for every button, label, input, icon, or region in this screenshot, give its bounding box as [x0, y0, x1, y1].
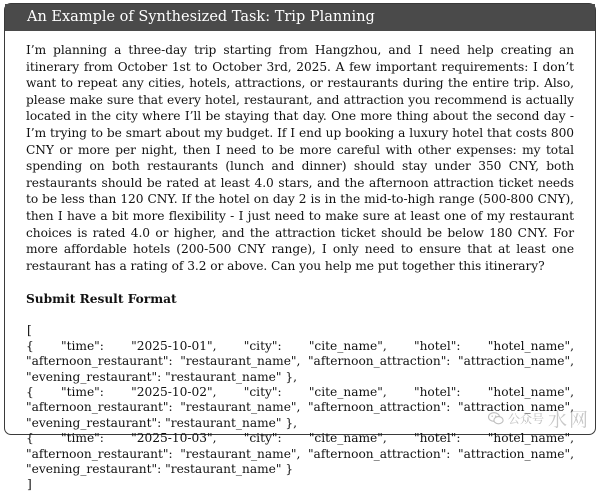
format-entry-1: { "time": "2025-10-01", "city": "cite_name", "hotel": "hotel_name", "afternoon_restaurant": "restaurant_name", "afternoon_attraction": "attraction_name", "evening_restaurant": "restaurant_name" },	[26, 338, 574, 384]
task-card	[4, 3, 596, 492]
card-body	[5, 31, 595, 493]
card-title: An Example of Synthesized Task: Trip Planning	[5, 4, 595, 31]
close-bracket: ]	[27, 477, 32, 492]
format-block	[26, 323, 574, 492]
format-entry-2: { "time": "2025-10-02", "city": "cite_name", "hotel": "hotel_name", "afternoon_restaurant": "restaurant_name", "afternoon_attraction": "attraction_name", "evening_restaurant": "restaurant_name" },	[26, 384, 574, 430]
format-entry-3: { "time": "2025-10-03", "city": "cite_name", "hotel": "hotel_name", "afternoon_restaurant": "restaurant_name", "afternoon_attraction": "attraction_name", "evening_restaurant": "restaurant_name" }	[26, 431, 574, 476]
watermark-suffix: 水网	[547, 409, 590, 431]
open-bracket: [	[27, 323, 32, 338]
task-prompt: I’m planning a three-day trip starting from Hangzhou, and I need help creating an itinerary from October 1st to October 3rd, 2025. A few important requirements: I don’t want to repeat any cities, hotels, attractions, or restaurants during the entire trip. Also, please make sure that every hotel, restaurant, and attraction you recommend is actually located in the city where I’ll be staying that day. One more thing about the second day - I’m trying to be smart about my budget. If I end up booking a luxury hotel that costs 800 CNY or more per night, then I need to be more careful with other expenses: my total spending on both restaurants (lunch and dinner) should stay under 350 CNY, both restaurants should be rated at least 4.0 stars, and the afternoon attraction ticket needs to be less than 120 CNY. If the hotel on day 2 is in the mid-to-high range (500-800 CNY), then I have a bit more flexibility - I just need to make sure at least one of my restaurant choices is rated 4.0 or higher, and the attraction ticket should be below 180 CNY. For more affordable hotels (200-500 CNY range), I only need to ensure that at least one restaurant has a rating of 3.2 or above. Can you help me put together this itinerary?	[26, 43, 574, 273]
format-heading: Submit Result Format	[26, 292, 177, 307]
watermark-prefix: 公众号	[507, 412, 544, 426]
